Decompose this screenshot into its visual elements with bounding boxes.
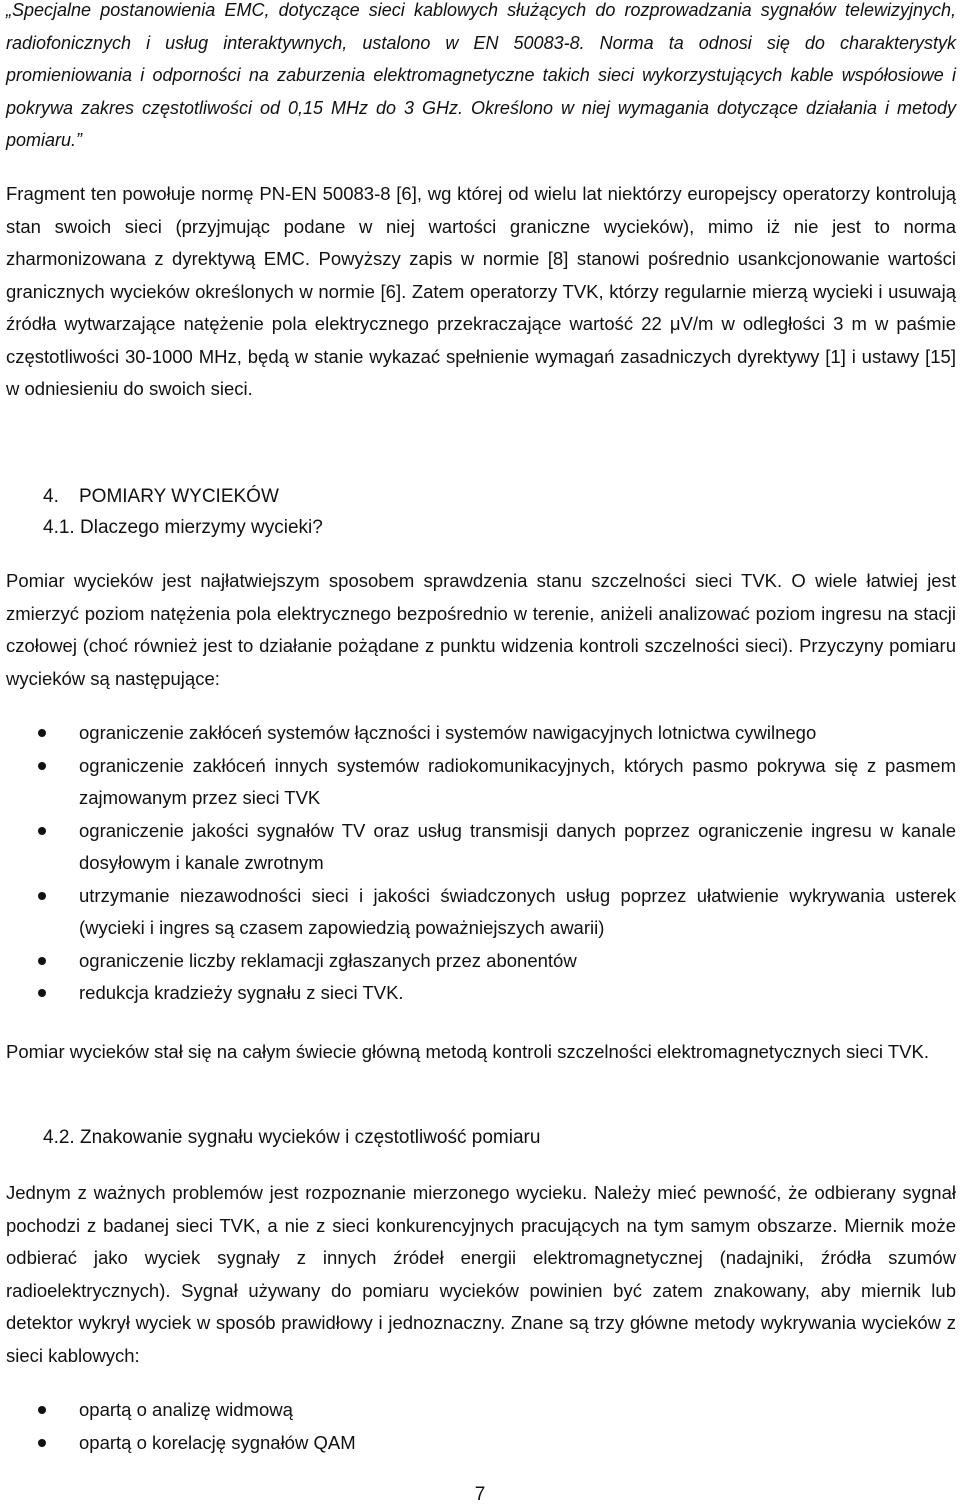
- list-item: redukcja kradzieży sygnału z sieci TVK.: [0, 977, 956, 1010]
- paragraph-global-method: Pomiar wycieków stał się na całym świecie główną metodą kontroli szczelności elektromagnetycznych sieci TVK.: [6, 1041, 929, 1062]
- list-item: ograniczenie jakości sygnałów TV oraz usług transmisji danych poprzez ograniczenie ingresu w kanale dosyłowym i kanale zwrotnym: [0, 815, 956, 880]
- paragraph-norm-reference: Fragment ten powołuje normę PN-EN 50083-8 [6], wg której od wielu lat niektórzy europejscy operatorzy kontrolują stan swoich sieci (przyjmując podane w niej wartości graniczne wycieków), mimo iż nie jest to norma zharmonizowana z dyrektywą EMC. Powyższy zapis w normie [8] stanowi pośrednio usankcjonowanie wartości granicznych wycieków określonych w normie [6]. Zatem operatorzy TVK, którzy regularnie mierzą wycieki i usuwają źródła wytwarzające natężenie pola elektrycznego przekraczające wartość 22 μV/m w odległości 3 m w paśmie częstotliwości 30-1000 MHz, będą w stanie wykazać spełnienie wymagań zasadniczych dyrektywy [1] i ustawy [15] w odniesieniu do swoich sieci.: [6, 183, 956, 399]
- section-title: POMIARY WYCIEKÓW: [79, 486, 279, 507]
- section-title: Dlaczego mierzymy wycieki?: [80, 517, 323, 538]
- bullet-icon: [38, 1439, 46, 1447]
- section-number: 4.: [43, 486, 59, 507]
- methods-list: [0, 1394, 956, 1459]
- reasons-list: [0, 717, 956, 1010]
- section-title: Znakowanie sygnału wycieków i częstotliwość pomiaru: [80, 1127, 541, 1148]
- list-item: opartą o korelację sygnałów QAM: [0, 1427, 956, 1460]
- list-item: ograniczenie zakłóceń innych systemów radiokomunikacyjnych, których pasmo pokrywa się z pasmem zajmowanym przez sieci TVK: [0, 750, 956, 815]
- paragraph-why-measure: Pomiar wycieków jest najłatwiejszym sposobem sprawdzenia stanu szczelności sieci TVK. O wiele łatwiej jest zmierzyć poziom natężenia pola elektrycznego bezpośrednio w terenie, aniżeli analizować poziom ingresu na stacji czołowej (choć również jest to działanie pożądane z punktu widzenia kontroli szczelności sieci). Przyczyny pomiaru wycieków są następujące:: [6, 570, 956, 689]
- quoted-norm-text: „Specjalne postanowienia EMC, dotyczące sieci kablowych służących do rozprowadzania sygnałów telewizyjnych, radiofonicznych i usług interaktywnych, ustalono w EN 50083-8. Norma ta odnosi się do charakterystyk promieniowania i odporności na zaburzenia elektromagnetyczne takich sieci wykorzystujących kable współosiowe i pokrywa zakres częstotliwości od 0,15 MHz do 3 GHz. Określono w niej wymagania dotyczące działania i metody pomiaru.”: [6, 0, 956, 150]
- bullet-icon: [38, 892, 46, 900]
- paragraph-signal-marking: Jednym z ważnych problemów jest rozpoznanie mierzonego wycieku. Należy mieć pewność, że odbierany sygnał pochodzi z badanej sieci TVK, a nie z sieci konkurencyjnych pracujących na tym samym obszarze. Miernik może odbierać jako wyciek sygnały z innych źródeł energii elektromagnetycznej (nadajniki, źródła szumów radioelektrycznych). Sygnał używany do pomiaru wycieków powinien być zatem znakowany, aby miernik lub detektor wykrył wyciek w sposób prawidłowy i jednoznaczny. Znane są trzy główne metody wykrywania wycieków z sieci kablowych:: [6, 1182, 956, 1366]
- bullet-icon: [38, 989, 46, 997]
- section-number: 4.1.: [43, 517, 75, 538]
- section-heading-4-1: [43, 514, 323, 542]
- bullet-icon: [38, 957, 46, 965]
- list-item: opartą o analizę widmową: [0, 1394, 956, 1427]
- list-item: ograniczenie liczby reklamacji zgłaszanych przez abonentów: [0, 945, 956, 978]
- bullet-icon: [38, 827, 46, 835]
- list-item: utrzymanie niezawodności sieci i jakości świadczonych usług poprzez ułatwienie wykrywania usterek (wycieki i ingres są czasem zapowiedzią poważniejszych awarii): [0, 880, 956, 945]
- section-heading-4-2: [43, 1124, 540, 1152]
- bullet-icon: [38, 762, 46, 770]
- bullet-icon: [38, 729, 46, 737]
- list-item: ograniczenie zakłóceń systemów łączności i systemów nawigacyjnych lotnictwa cywilnego: [0, 717, 956, 750]
- section-number: 4.2.: [43, 1127, 75, 1148]
- section-heading-4: [43, 483, 279, 511]
- page-number: 7: [474, 1484, 486, 1505]
- bullet-icon: [38, 1406, 46, 1414]
